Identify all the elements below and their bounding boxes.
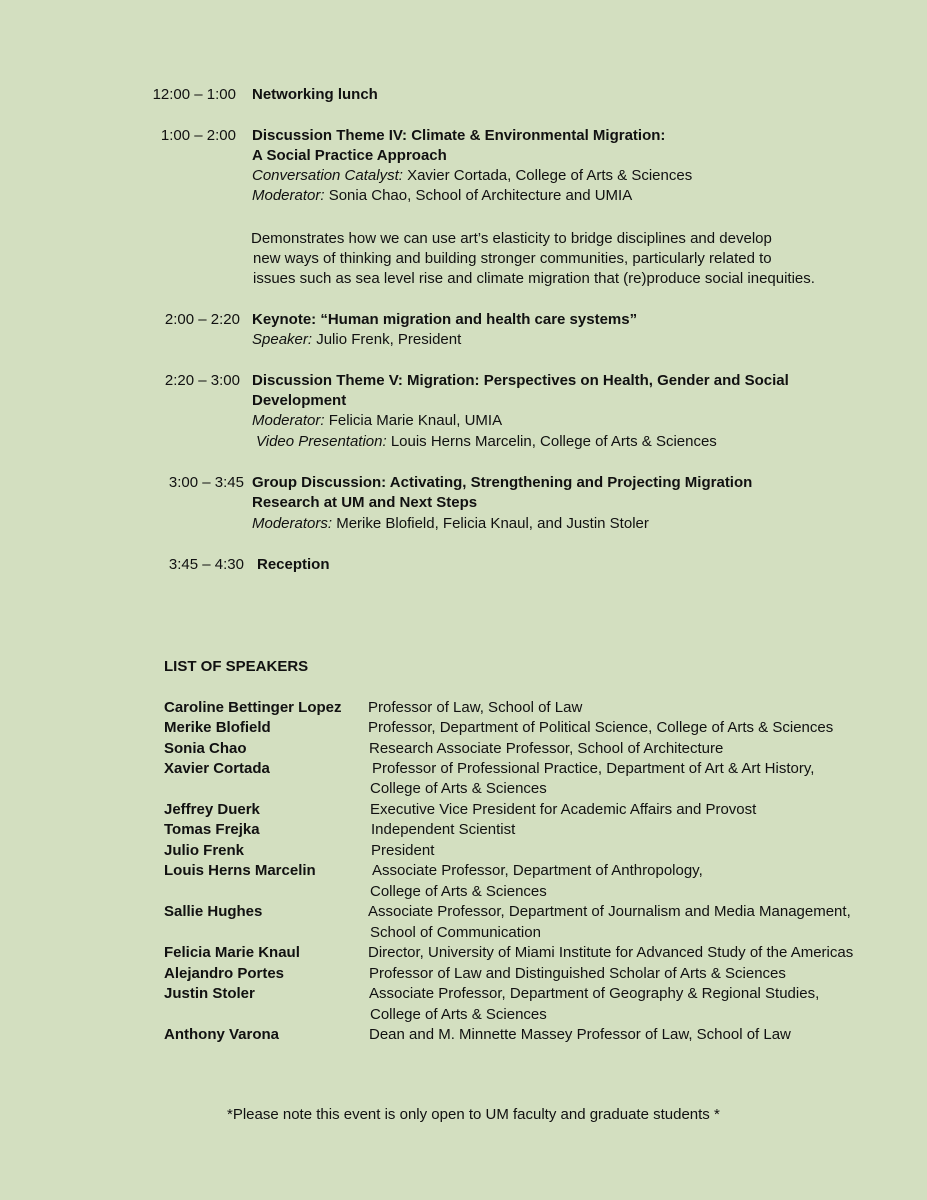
schedule-title: Development	[252, 392, 347, 409]
schedule-time: 1:00 – 2:00	[160, 127, 236, 144]
role-label: Moderators:	[252, 515, 333, 532]
speaker-title: School of Communication	[370, 924, 541, 941]
role-value: Merike Blofield, Felicia Knaul, and Justin Stoler	[332, 515, 649, 532]
schedule-role	[252, 166, 692, 186]
speaker-title: Professor, Department of Political Science, College of Arts & Sciences	[368, 719, 834, 736]
schedule-role	[252, 514, 649, 534]
role-label: Conversation Catalyst:	[252, 167, 403, 184]
schedule-time: 2:20 – 3:00	[164, 372, 240, 389]
speaker-title: Independent Scientist	[371, 821, 516, 838]
speakers-heading: LIST OF SPEAKERS	[164, 658, 309, 675]
speaker-name: Felicia Marie Knaul	[164, 944, 300, 961]
speaker-title: Professor of Professional Practice, Department of Art & Art History,	[372, 760, 815, 777]
speaker-name: Sonia Chao	[164, 740, 247, 757]
role-value: Sonia Chao, School of Architecture and UMIA	[324, 187, 633, 204]
speaker-name: Jeffrey Duerk	[164, 801, 260, 818]
schedule-description: new ways of thinking and building stronger communities, particularly related to	[253, 250, 772, 267]
speaker-title: President	[371, 842, 435, 859]
role-value: Felicia Marie Knaul, UMIA	[324, 412, 503, 429]
schedule-title: Research at UM and Next Steps	[252, 494, 478, 511]
schedule-title: Reception	[257, 556, 330, 573]
speaker-title: Professor of Law, School of Law	[368, 699, 583, 716]
speaker-title: Professor of Law and Distinguished Scholar of Arts & Sciences	[369, 965, 786, 982]
speaker-name: Alejandro Portes	[164, 965, 285, 982]
schedule-title: Networking lunch	[252, 86, 378, 103]
footnote: *Please note this event is only open to UM faculty and graduate students *	[227, 1106, 720, 1123]
speaker-title: Associate Professor, Department of Anthropology,	[372, 862, 703, 879]
role-label: Speaker:	[252, 331, 313, 348]
speaker-name: Justin Stoler	[164, 985, 255, 1002]
speaker-title: Director, University of Miami Institute for Advanced Study of the Americas	[368, 944, 854, 961]
schedule-role	[252, 411, 502, 431]
speaker-title: Associate Professor, Department of Geography & Regional Studies,	[369, 985, 820, 1002]
speaker-title: Research Associate Professor, School of Architecture	[369, 740, 724, 757]
schedule-time: 12:00 – 1:00	[152, 86, 236, 103]
speaker-name: Xavier Cortada	[164, 760, 270, 777]
speaker-name: Tomas Frejka	[164, 821, 260, 838]
schedule-description: Demonstrates how we can use art’s elasticity to bridge disciplines and develop	[251, 230, 772, 247]
schedule-role	[256, 432, 717, 452]
speaker-name: Julio Frenk	[164, 842, 245, 859]
schedule-title: Discussion Theme V: Migration: Perspectives on Health, Gender and Social	[252, 372, 789, 389]
schedule-title: Discussion Theme IV: Climate & Environmental Migration:	[252, 127, 666, 144]
speaker-name: Merike Blofield	[164, 719, 271, 736]
role-label: Moderator:	[252, 412, 325, 429]
role-value: Xavier Cortada, College of Arts & Sciences	[402, 167, 693, 184]
speaker-name: Sallie Hughes	[164, 903, 263, 920]
speaker-name: Louis Herns Marcelin	[164, 862, 316, 879]
schedule-title: Keynote: “Human migration and health care systems”	[252, 311, 638, 328]
role-value: Julio Frenk, President	[312, 331, 462, 348]
speaker-title: Associate Professor, Department of Journalism and Media Management,	[368, 903, 851, 920]
speaker-name: Caroline Bettinger Lopez	[164, 699, 342, 716]
schedule-role	[252, 330, 461, 350]
schedule-title: Group Discussion: Activating, Strengthening and Projecting Migration	[252, 474, 753, 491]
role-value: Louis Herns Marcelin, College of Arts & Sciences	[386, 433, 717, 450]
schedule-description: issues such as sea level rise and climate migration that (re)produce social inequities.	[253, 270, 815, 287]
speaker-name: Anthony Varona	[164, 1026, 280, 1043]
schedule-time: 3:00 – 3:45	[168, 474, 244, 491]
speaker-title: College of Arts & Sciences	[370, 883, 547, 900]
speaker-title: College of Arts & Sciences	[370, 780, 547, 797]
speaker-title: Dean and M. Minnette Massey Professor of Law, School of Law	[369, 1026, 791, 1043]
schedule-time: 2:00 – 2:20	[164, 311, 240, 328]
role-label: Video Presentation:	[256, 433, 387, 450]
schedule-role	[252, 186, 632, 206]
speaker-title: Executive Vice President for Academic Affairs and Provost	[370, 801, 757, 818]
schedule-time: 3:45 – 4:30	[168, 556, 244, 573]
schedule-title: A Social Practice Approach	[252, 147, 447, 164]
role-label: Moderator:	[252, 187, 325, 204]
speaker-title: College of Arts & Sciences	[370, 1006, 547, 1023]
